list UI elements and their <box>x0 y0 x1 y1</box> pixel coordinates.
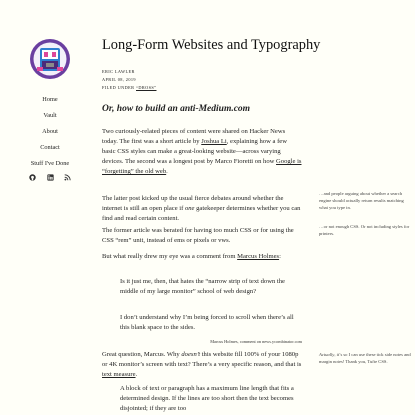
post-date: APRIL 08, 2019 <box>102 77 136 82</box>
p4-text-b: : <box>279 253 281 260</box>
github-icon[interactable] <box>29 174 36 181</box>
p4-text-a: But what really drew my eye was a comment from <box>102 253 238 260</box>
link-text-measure[interactable]: text measure <box>102 371 136 378</box>
post-author: ERIC LAWLER <box>102 69 135 74</box>
social-links <box>29 174 71 181</box>
p5-text-c: . <box>135 371 138 378</box>
nav-home[interactable]: Home <box>42 96 58 103</box>
post-meta <box>102 68 156 92</box>
site-logo-avatar[interactable] <box>29 38 71 80</box>
p5-text-a: Great question, Marcus. Why <box>102 351 182 358</box>
category-link[interactable]: “DROSS” <box>136 85 157 90</box>
blockquote-3: A block of text or paragraph has a maximum line length that fits a determined design. If the lines are too short then the text becomes disjointed; if they are too <box>120 385 294 412</box>
p1-text-b: , explaining how a few basic CSS styles can make a great-looking website—across varying devices. The second was a longest post by Marco Fioretti on how <box>102 138 287 165</box>
blockquote-citation: Marcus Holmes, comment on news.ycombinator.com <box>210 339 302 344</box>
blockquote-2: I don’t understand why I’m being forced to scroll when there’s all this blank space to the sides. <box>120 314 294 331</box>
margin-note-1: …and people arguing about whether a search engine should actually return results matching what you type in. <box>319 191 404 210</box>
blockquote-1: Is it just me, then, that hates the “narrow strip of text down the middle of my large monitor” school of web design? <box>120 278 285 295</box>
link-google-forgetting[interactable]: Google is “forgetting” the old web <box>102 158 302 175</box>
nav-vault[interactable]: Vault <box>43 112 57 119</box>
margin-note-2: …or not enough CSS. Or not including styles for printers. <box>319 224 410 236</box>
main-nav <box>0 92 100 172</box>
nav-contact[interactable]: Contact <box>40 144 60 151</box>
rss-icon[interactable] <box>64 174 71 181</box>
nav-about[interactable]: About <box>42 128 58 135</box>
link-marcus-holmes[interactable]: Marcus Holmes <box>237 253 280 260</box>
paragraph-2 <box>102 194 302 224</box>
p1-text-c: . <box>166 168 168 175</box>
logo-icon <box>29 38 71 80</box>
p5-text-b: this website fill 100% of your 1080p or 4K monitor’s screen with text? There’s a very specific reason, and that is <box>102 351 302 368</box>
p2-text-b: gatekeeper determines whether you can find and read certain content. <box>102 205 301 222</box>
linkedin-icon[interactable] <box>47 174 54 181</box>
paragraph-3: The former article was berated for having too much CSS or for using the CSS “rem” unit, instead of ems or pixels or vws. <box>102 227 294 244</box>
paragraph-5 <box>102 350 302 380</box>
p1-text-a: Two curiously-related pieces of content were shared on Hacker News today. The first was a short article by <box>102 128 286 145</box>
post-category-line <box>102 84 156 92</box>
post-title: Long-Form Websites and Typography <box>102 37 321 53</box>
paragraph-1 <box>102 127 302 177</box>
margin-note-3-emphasis: Actually <box>319 352 335 357</box>
nav-stuff-ive-done[interactable]: Stuff I've Done <box>30 160 70 167</box>
link-joshua-li[interactable]: Joshua Li <box>201 138 227 145</box>
sidebar <box>0 0 100 415</box>
paragraph-4 <box>102 252 302 262</box>
p5-emphasis: doesn’t <box>181 351 201 358</box>
p2-text-a: The latter post kicked up the usual fierce debates around whether the internet is still an open place if <box>102 195 284 212</box>
margin-note-3 <box>319 352 411 366</box>
filed-under-label: FILED UNDER <box>102 85 135 90</box>
post-subtitle: Or, how to build an anti-Medium.com <box>102 104 251 114</box>
margin-note-3-text: , it’s so I can use these tick side notes and margin notes! Thank you, Tufte CSS. <box>319 352 411 364</box>
p2-emphasis: one <box>184 205 195 212</box>
